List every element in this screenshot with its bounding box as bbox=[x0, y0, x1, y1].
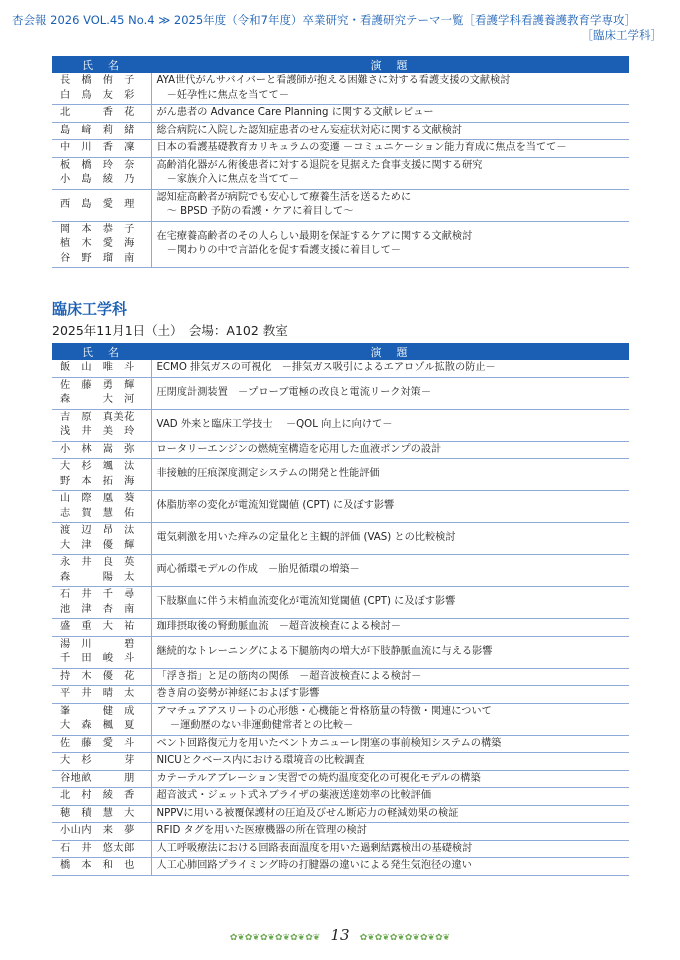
research-title: ECMO 排気ガスの可視化 －排気ガス吸引によるエアロゾル拡散の防止－ bbox=[151, 360, 629, 377]
research-title: 人工心肺回路プライミング時の打腱器の違いによる発生気泡径の違い bbox=[151, 858, 629, 876]
table-row bbox=[52, 823, 629, 841]
clinical-engineering-table bbox=[52, 343, 629, 876]
research-title: 高齢消化器がん術後患者に対する退院を見据えた食事支援に関する研究 －家族介入に焦点を当てて－ bbox=[151, 157, 629, 189]
table-row bbox=[52, 377, 629, 409]
table-row bbox=[52, 221, 629, 268]
header-line-1: 杏会報 2026 VOL.45 No.4 ≫ 2025年度（令和7年度）卒業研究・看護研究テーマ一覧［看護学科看護養護教育学専攻］ bbox=[12, 13, 636, 27]
col-name: 氏 名 bbox=[52, 343, 151, 360]
page-number: 13 bbox=[330, 926, 350, 944]
research-title: 圧閉度計測装置 －プローブ電極の改良と電流リーク対策－ bbox=[151, 377, 629, 409]
research-title: 下肢駆血に伴う末梢血流変化が電流知覚閾値 (CPT) に及ぼす影響 bbox=[151, 587, 629, 619]
table-row bbox=[52, 668, 629, 686]
research-title: 認知症高齢者が病院でも安心して療養生活を送るために ～ BPSD 予防の看護・ケアに着目して～ bbox=[151, 189, 629, 221]
table-row bbox=[52, 491, 629, 523]
presenter-names: 北 香 花 bbox=[52, 105, 151, 123]
research-title: AYA世代がんサバイバーと看護師が抱える困難さに対する看護支援の文献検討 －妊孕性に焦点を当てて－ bbox=[151, 73, 629, 105]
research-title: ロータリーエンジンの燃焼室構造を応用した血液ポンプの設計 bbox=[151, 441, 629, 459]
table-row bbox=[52, 555, 629, 587]
presenter-names: 中 川 香 凜 bbox=[52, 140, 151, 158]
presenter-names: 島 﨑 莉 緒 bbox=[52, 122, 151, 140]
presenter-names: 橋 本 和 也 bbox=[52, 858, 151, 876]
presenter-names: 大 杉 颯 汰 野 本 拓 海 bbox=[52, 459, 151, 491]
table-row bbox=[52, 686, 629, 704]
presenter-names: 永 井 良 英 森 陽 太 bbox=[52, 555, 151, 587]
table-row bbox=[52, 360, 629, 377]
presenter-names: 大 杉 芽 bbox=[52, 753, 151, 771]
presenter-names: 渡 辺 昂 汰 大 津 優 輝 bbox=[52, 523, 151, 555]
presenter-names: 小山内 来 夢 bbox=[52, 823, 151, 841]
table-row bbox=[52, 840, 629, 858]
table-row bbox=[52, 587, 629, 619]
presenter-names: 佐 藤 愛 斗 bbox=[52, 735, 151, 753]
table-row bbox=[52, 122, 629, 140]
table-row bbox=[52, 459, 629, 491]
table-row bbox=[52, 441, 629, 459]
presenter-names: 持 木 優 花 bbox=[52, 668, 151, 686]
col-title: 演 題 bbox=[151, 343, 629, 360]
presenter-names: 佐 藤 勇 輝 森 大 河 bbox=[52, 377, 151, 409]
table-row bbox=[52, 805, 629, 823]
table-row bbox=[52, 770, 629, 788]
presenter-names: 岡 本 恭 子 植 木 愛 海 谷 野 瑠 南 bbox=[52, 221, 151, 268]
table-row bbox=[52, 157, 629, 189]
presenter-names: 穂 積 慧 大 bbox=[52, 805, 151, 823]
table-row bbox=[52, 140, 629, 158]
research-title: 継続的なトレーニングによる下腿筋肉の増大が下肢静脈血流に与える影響 bbox=[151, 636, 629, 668]
research-title: 人工呼吸療法における回路表面温度を用いた過剰結露検出の基礎検討 bbox=[151, 840, 629, 858]
section-date: 2025年11月1日（土） 会場：A102 教室 bbox=[52, 323, 288, 338]
research-title: 電気刺激を用いた痒みの定量化と主観的評価 (VAS) との比較検討 bbox=[151, 523, 629, 555]
presenter-names: 小 林 嵩 弥 bbox=[52, 441, 151, 459]
table-row bbox=[52, 409, 629, 441]
section-title: 臨床工学科 bbox=[52, 300, 128, 318]
presenter-names: 峯 健 成 大 森 楓 夏 bbox=[52, 703, 151, 735]
table-row bbox=[52, 619, 629, 637]
presenter-names: 西 島 愛 理 bbox=[52, 189, 151, 221]
research-title: 巻き肩の姿勢が神経におよぼす影響 bbox=[151, 686, 629, 704]
presenter-names: 盛 重 大 祐 bbox=[52, 619, 151, 637]
research-title: 体脂肪率の変化が電流知覚閾値 (CPT) に及ぼす影響 bbox=[151, 491, 629, 523]
research-title: NPPVに用いる被覆保護材の圧迫及びせん断応力の軽減効果の検証 bbox=[151, 805, 629, 823]
research-title: RFID タグを用いた医療機器の所在管理の検討 bbox=[151, 823, 629, 841]
research-title: 超音波式・ジェット式ネブライザの薬液送達効率の比較評価 bbox=[151, 788, 629, 806]
left-ornament-icon: ✿❦✿❦✿❦✿❦✿❦✿❦ bbox=[229, 933, 321, 943]
research-title: VAD 外来と臨床工学技士 －QOL 向上に向けて－ bbox=[151, 409, 629, 441]
page-footer bbox=[0, 926, 680, 944]
presenter-names: 北 村 綾 香 bbox=[52, 788, 151, 806]
table-row bbox=[52, 105, 629, 123]
header-line-2: ［臨床工学科］ bbox=[581, 28, 662, 42]
presenter-names: 石 井 千 尋 池 津 杏 南 bbox=[52, 587, 151, 619]
research-title: 在宅療養高齢者のその人らしい最期を保証するケアに関する文献検討 －関わりの中で言語化を促す看護支援に着目して－ bbox=[151, 221, 629, 268]
presenter-names: 飯 山 唯 斗 bbox=[52, 360, 151, 377]
research-title: 「浮き指」と足の筋肉の関係 －超音波検査による検討－ bbox=[151, 668, 629, 686]
research-title: 珈琲摂取後の腎動脈血流 －超音波検査による検討－ bbox=[151, 619, 629, 637]
table-row bbox=[52, 858, 629, 876]
table-row bbox=[52, 753, 629, 771]
presenter-names: 山 際 凰 葵 志 賀 慧 佑 bbox=[52, 491, 151, 523]
table-row bbox=[52, 189, 629, 221]
table-row bbox=[52, 73, 629, 105]
research-title: がん患者の Advance Care Planning に関する文献レビュー bbox=[151, 105, 629, 123]
nursing-theme-table bbox=[52, 56, 629, 268]
research-title: NICUとクベース内における環境音の比較調査 bbox=[151, 753, 629, 771]
table-row bbox=[52, 636, 629, 668]
table-row bbox=[52, 788, 629, 806]
table-row bbox=[52, 703, 629, 735]
col-name: 氏 名 bbox=[52, 56, 151, 73]
presenter-names: 平 井 晴 太 bbox=[52, 686, 151, 704]
presenter-names: 吉 原 真美花 浅 井 美 玲 bbox=[52, 409, 151, 441]
research-title: アマチュアアスリートの心形態・心機能と骨格筋量の特徴・関連について －運動歴のない非運動健常者との比較－ bbox=[151, 703, 629, 735]
col-title: 演 題 bbox=[151, 56, 629, 73]
presenter-names: 湯 川 碧 千 田 峻 斗 bbox=[52, 636, 151, 668]
table-row bbox=[52, 523, 629, 555]
presenter-names: 長 橋 侑 子 白 鳥 友 彩 bbox=[52, 73, 151, 105]
research-title: 総合病院に入院した認知症患者のせん妄症状対応に関する文献検討 bbox=[151, 122, 629, 140]
table-row bbox=[52, 735, 629, 753]
research-title: 非接触的圧痕深度測定システムの開発と性能評価 bbox=[151, 459, 629, 491]
research-title: 日本の看護基礎教育カリキュラムの変遷 －コミュニケーション能力育成に焦点を当てて－ bbox=[151, 140, 629, 158]
presenter-names: 板 橋 玲 奈 小 島 綾 乃 bbox=[52, 157, 151, 189]
research-title: 両心循環モデルの作成 －胎児循環の増築－ bbox=[151, 555, 629, 587]
right-ornament-icon: ✿❦✿❦✿❦✿❦✿❦✿❦ bbox=[359, 933, 451, 943]
research-title: ベント回路復元力を用いたベントカニューレ閉塞の事前検知システムの構築 bbox=[151, 735, 629, 753]
presenter-names: 石 井 悠太郎 bbox=[52, 840, 151, 858]
research-title: カテーテルアブレーション実習での焼灼温度変化の可視化モデルの構築 bbox=[151, 770, 629, 788]
running-header bbox=[12, 13, 668, 43]
presenter-names: 谷地畝 朋 bbox=[52, 770, 151, 788]
